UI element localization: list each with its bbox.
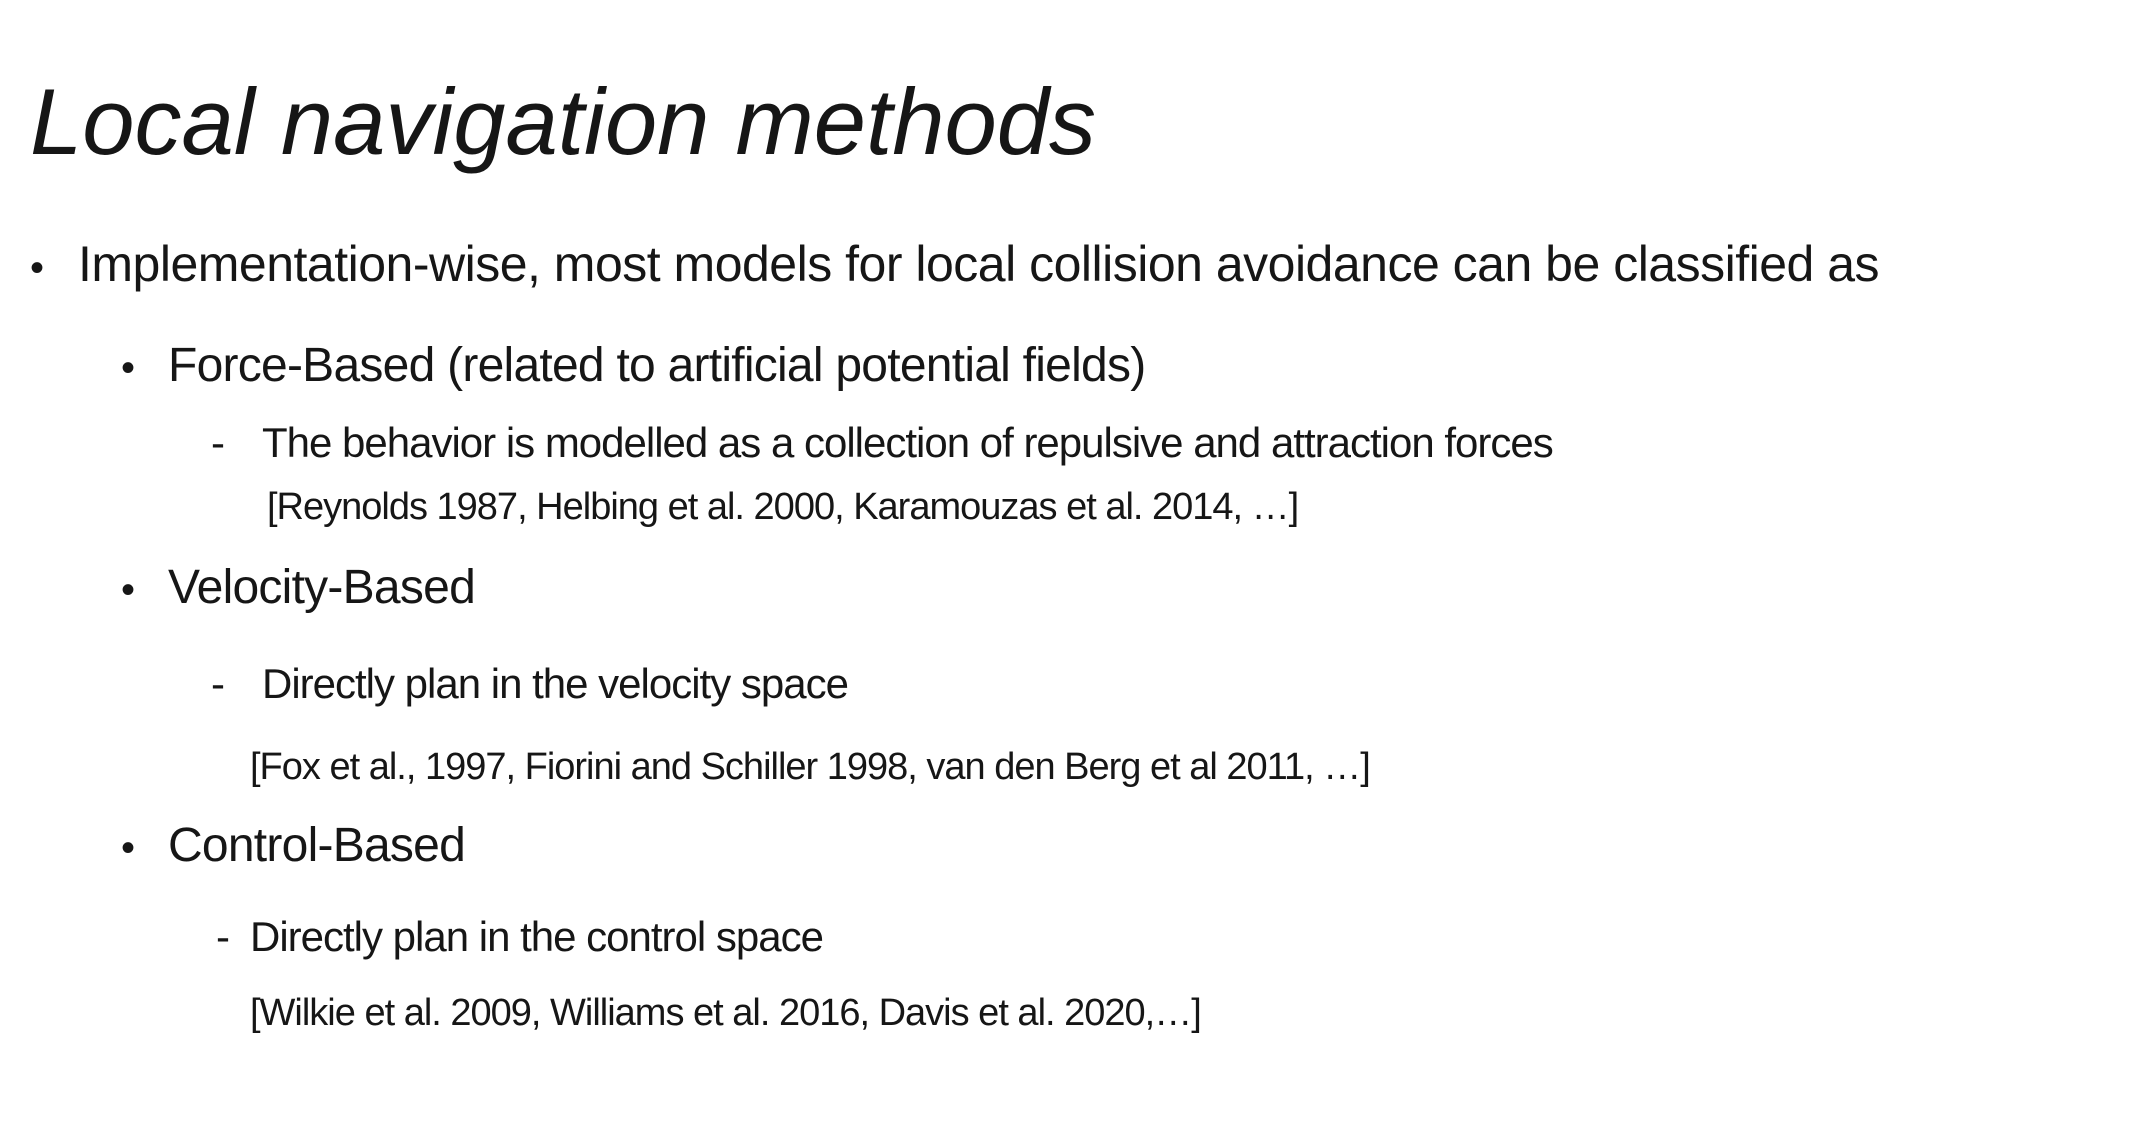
slide-title: Local navigation methods — [30, 68, 1097, 174]
category-control-based — [121, 819, 466, 872]
bullet-icon: • — [30, 246, 44, 290]
category-force-based — [121, 339, 1146, 392]
category-label: Control-Based — [168, 819, 466, 872]
dash-icon: - — [211, 660, 224, 707]
category-detail-text: Directly plan in the control space — [250, 913, 823, 960]
main-bullet-line — [30, 236, 1880, 292]
category-control-detail — [216, 913, 823, 960]
category-label: Force-Based (related to artificial potential fields) — [168, 339, 1146, 392]
category-detail-text: Directly plan in the velocity space — [262, 660, 848, 707]
category-velocity-detail — [211, 660, 848, 707]
bullet-icon: • — [121, 346, 135, 390]
category-force-references: [Reynolds 1987, Helbing et al. 2000, Karamouzas et al. 2014, …] — [267, 486, 1299, 528]
dash-icon: - — [211, 419, 224, 466]
category-velocity-references: [Fox et al., 1997, Fiorini and Schiller 1998, van den Berg et al 2011, …] — [250, 746, 1370, 788]
category-detail-text: The behavior is modelled as a collection of repulsive and attraction forces — [262, 419, 1553, 466]
category-velocity-based — [121, 561, 476, 614]
bullet-icon: • — [121, 568, 135, 612]
bullet-icon: • — [121, 826, 135, 870]
category-force-detail — [211, 419, 1553, 466]
category-control-references: [Wilkie et al. 2009, Williams et al. 2016, Davis et al. 2020,…] — [250, 992, 1201, 1034]
main-bullet-text: Implementation-wise, most models for local collision avoidance can be classified as — [78, 236, 1880, 292]
dash-icon: - — [216, 913, 229, 960]
category-label: Velocity-Based — [168, 561, 476, 614]
